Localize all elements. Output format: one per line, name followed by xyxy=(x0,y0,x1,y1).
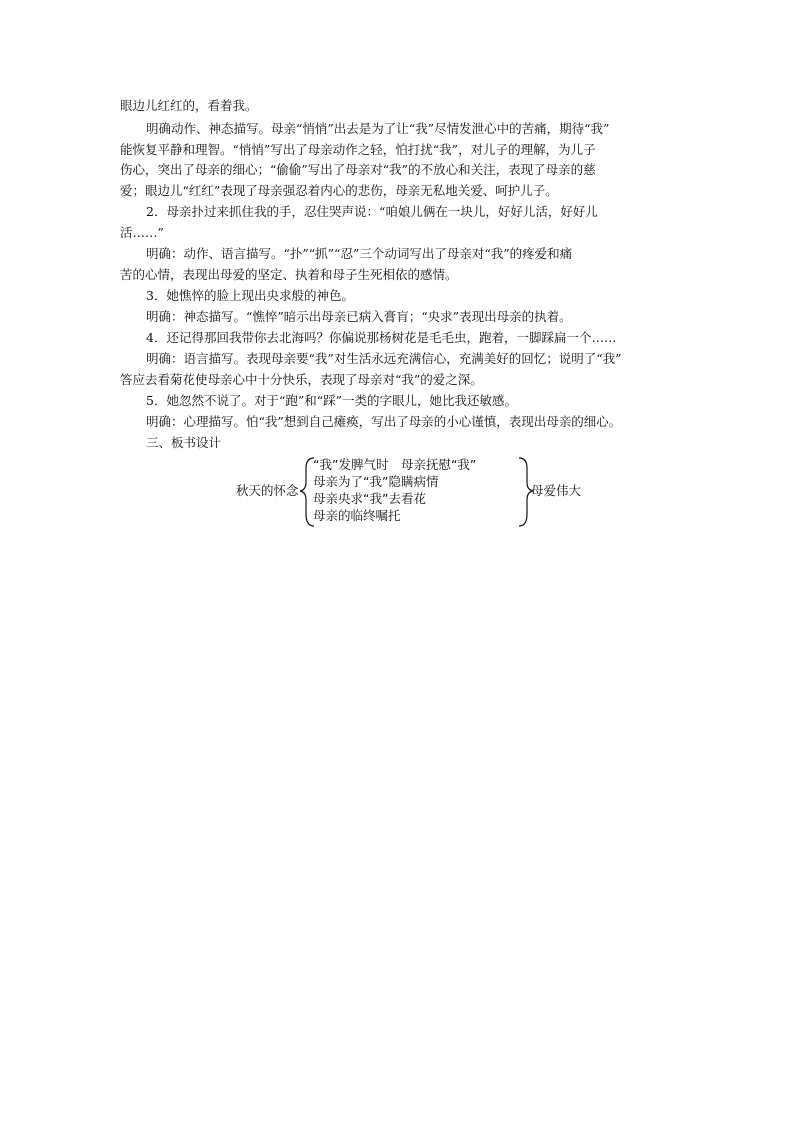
paragraph-line: 活……” xyxy=(120,225,164,240)
paragraph-line: 2．母亲扑过来抓住我的手，忍住哭声说：“咱娘儿俩在一块儿，好好儿活，好好儿 xyxy=(146,204,598,219)
board-item: 母亲央求“我”去看花 xyxy=(313,491,426,506)
paragraph-line: 爱；眼边儿“红红”表现了母亲强忍着内心的悲伤，母亲无私地关爱、呵护儿子。 xyxy=(120,183,558,198)
paragraph-line: 3．她憔悴的脸上现出央求般的神色。 xyxy=(146,288,354,303)
board-item: “我”发脾气时 母亲抚慰“我” xyxy=(313,457,477,472)
board-item: 母亲的临终嘱托 xyxy=(313,508,401,523)
paragraph-line: 答应去看菊花使母亲心中十分快乐，表现了母亲对“我”的爱之深。 xyxy=(120,372,483,387)
left-brace xyxy=(300,458,314,526)
paragraph-line: 明确：神态描写。“憔悴”暗示出母亲已病入膏肓；“央求”表现出母亲的执着。 xyxy=(146,309,572,324)
paragraph-line: 苦的心情，表现出母爱的坚定、执着和母子生死相依的感情。 xyxy=(120,267,458,282)
board-item: 母亲为了“我”隐瞒病情 xyxy=(313,474,439,489)
paragraph-line: 明确动作、神态描写。母亲“悄悄”出去是为了让“我”尽情发泄心中的苦痛，期待“我” xyxy=(146,121,610,136)
paragraph-line: 眼边儿红红的，看着我。 xyxy=(120,98,258,113)
section-heading: 三、板书设计 xyxy=(146,435,222,450)
paragraph-line: 4．还记得那回我带你去北海吗？你偏说那杨树花是毛毛虫，跑着，一脚踩扁一个…… xyxy=(146,330,617,345)
board-right-label: 母爱伟大 xyxy=(531,483,582,498)
paragraph-line: 明确：心理描写。怕“我”想到自己瘫痪，写出了母亲的小心谨慎，表现出母亲的细心。 xyxy=(146,414,622,429)
paragraph-line: 伤心，突出了母亲的细心；“偷偷”写出了母亲对“我”的不放心和关注，表现了母亲的慈 xyxy=(120,162,596,177)
board-left-label: 秋天的怀念 xyxy=(236,483,299,498)
paragraph-line: 明确：动作、语言描写。“扑”“抓”“忍”三个动词写出了母亲对“我”的疼爱和痛 xyxy=(146,246,573,261)
paragraph-line: 明确：语言描写。表现母亲要“我”对生活永远充满信心，充满美好的回忆；说明了“我” xyxy=(146,351,622,366)
right-brace xyxy=(519,458,533,526)
paragraph-line: 5．她忽然不说了。对于“跑”和“踩”一类的字眼儿，她比我还敏感。 xyxy=(146,393,518,408)
paragraph-line: 能恢复平静和理智。“悄悄”写出了母亲动作之轻，怕打扰“我”，对儿子的理解，为儿子 xyxy=(120,142,596,157)
